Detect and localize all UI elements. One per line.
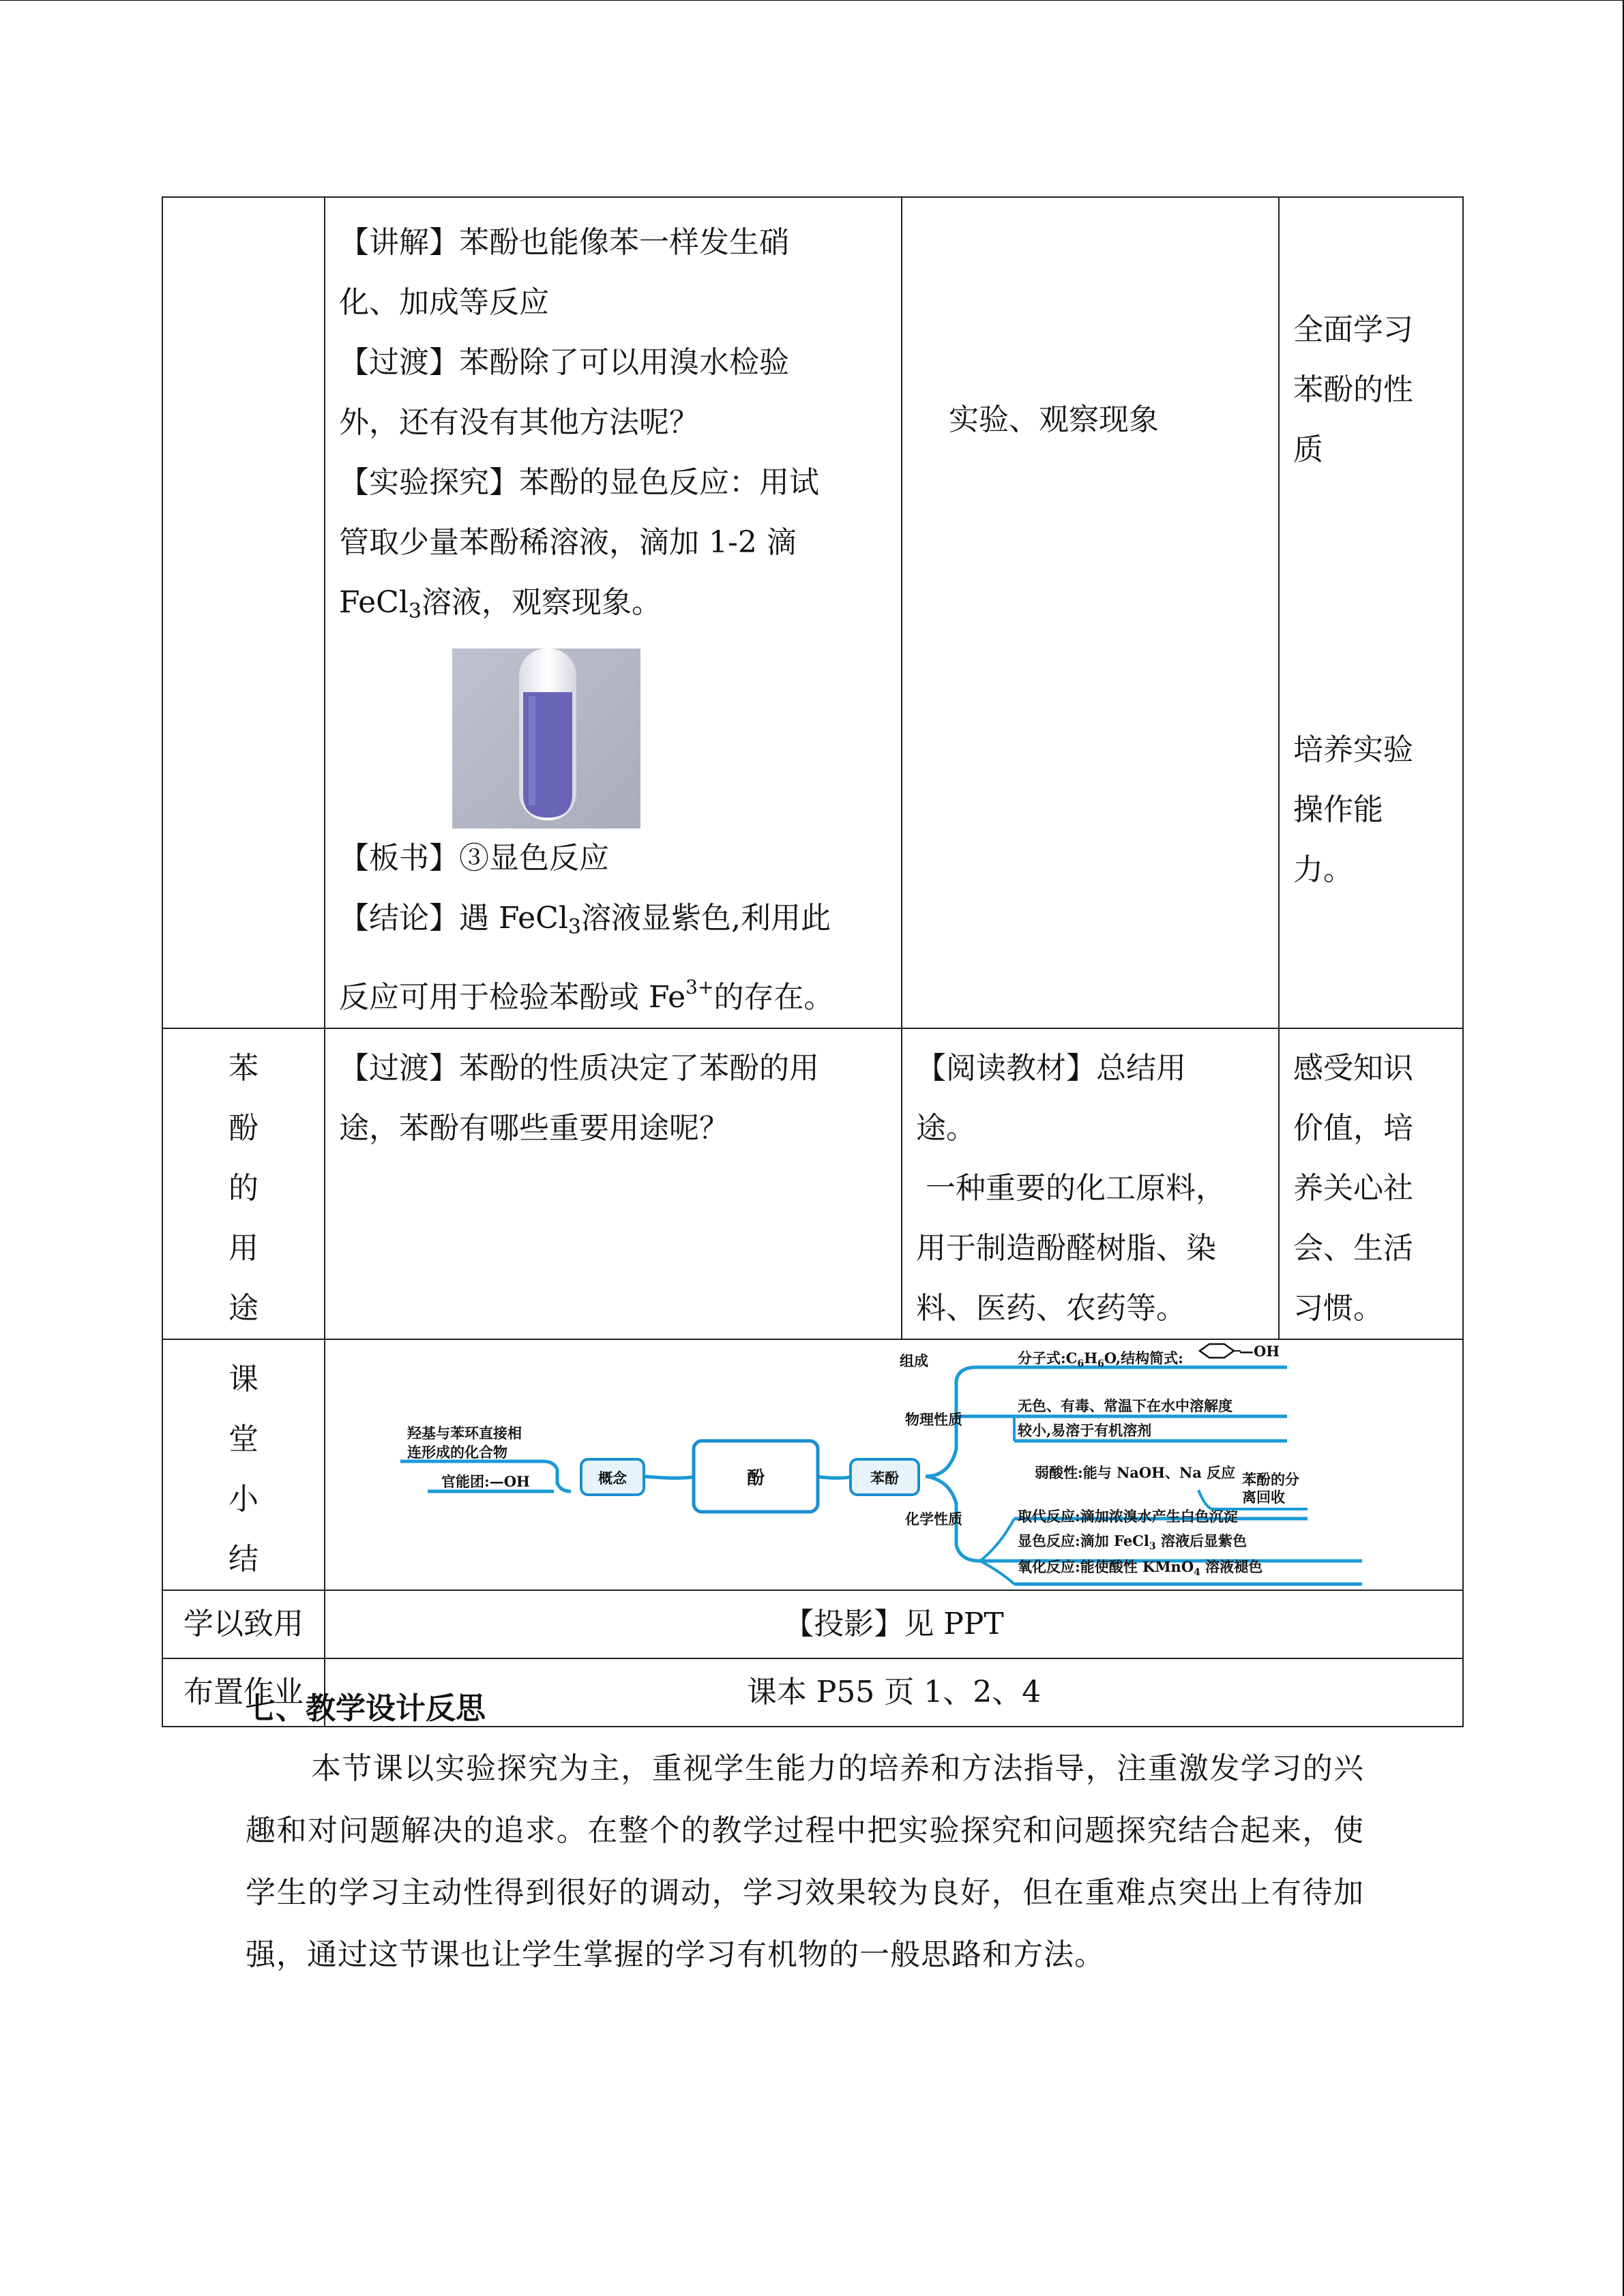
lesson-table — [162, 196, 1464, 1727]
intent-line: 全面学习 — [1293, 312, 1413, 347]
intent-line: 感受知识 — [1293, 1051, 1413, 1086]
page-top-edge — [0, 0, 1624, 1]
formula-oh: —OH — [1239, 1343, 1280, 1360]
branch-composition: 组成 — [900, 1352, 928, 1369]
benzene-ring-icon — [1200, 1344, 1234, 1358]
note-definition-2: 连形成的化合物 — [407, 1444, 507, 1461]
intent-line: 养关心社 — [1293, 1171, 1413, 1206]
note-definition-1: 羟基与苯环直接相 — [407, 1425, 522, 1442]
text-line: 【过渡】苯酚的性质决定了苯酚的用 — [339, 1051, 819, 1086]
branch-chemical: 化学性质 — [905, 1510, 962, 1527]
physical-line-2: 较小,易溶于有机溶剂 — [1018, 1422, 1152, 1439]
student-activity-cell — [902, 197, 1279, 1028]
student-activity-uses — [902, 1028, 1279, 1339]
chem-acidity-note-2: 离回收 — [1242, 1489, 1285, 1506]
intent-line: 操作能 — [1293, 792, 1383, 827]
intent-line: 培养实验 — [1293, 732, 1413, 767]
text-line: 化、加成等反应 — [339, 285, 549, 320]
node-concept: 概念 — [598, 1470, 627, 1487]
text-line: 一种重要的化工原料， — [916, 1171, 1226, 1206]
node-benzene-phenol: 苯酚 — [870, 1470, 899, 1487]
table-row-uses — [162, 1028, 1463, 1339]
homework-content: 课本 P55 页 1、2、4 — [325, 1658, 1463, 1727]
text-line: 途。 — [916, 1111, 976, 1146]
apply-content: 【投影】见 PPT — [325, 1590, 1463, 1658]
stage-cell-empty — [162, 197, 325, 1028]
stage-label-apply: 学以致用 — [162, 1590, 325, 1658]
board-line: 【板书】③显色反应 — [339, 841, 609, 876]
physical-line-1: 无色、有毒、常温下在水中溶解度 — [1018, 1397, 1232, 1414]
intent-line: 力。 — [1293, 852, 1353, 887]
chem-substitution: 取代反应:滴加浓溴水产生白色沉淀 — [1018, 1508, 1238, 1525]
intent-line: 价值，培 — [1293, 1111, 1413, 1146]
text-line: 途，苯酚有哪些重要用途呢？ — [339, 1111, 729, 1146]
stage-label-uses: 苯 酚 的 用 途 — [162, 1028, 325, 1339]
intent-line: 质 — [1293, 432, 1323, 467]
fecl3-line: FeCl3溶液，观察现象。 — [339, 585, 662, 623]
stage-label-homework: 布置作业 — [162, 1658, 325, 1727]
chem-acidity-note-1: 苯酚的分 — [1242, 1471, 1299, 1488]
chem-color: 显色反应:滴加 FeCl$_3$ 溶液后显紫色 — [1018, 1532, 1247, 1552]
text-line: 【讲解】苯酚也能像苯一样发生硝 — [339, 225, 789, 260]
intent-line: 习惯。 — [1293, 1291, 1383, 1326]
design-intent-uses — [1279, 1028, 1463, 1339]
formula-text: 分子式$:C_6H_6O$,结构简式: — [1018, 1350, 1183, 1369]
chem-acidity: 弱酸性:能与 NaOH、Na 反应 — [1035, 1464, 1236, 1481]
design-intent-cell — [1279, 197, 1463, 1028]
table-row-properties — [162, 197, 1463, 1028]
text-line: 【过渡】苯酚除了可以用溴水检验 — [339, 345, 789, 380]
node-phenol: 酚 — [746, 1468, 765, 1489]
phenol-mindmap — [325, 1340, 1462, 1590]
conclusion-line-1: 【结论】遇 FeCl3溶液显紫色,利用此 — [339, 901, 831, 939]
stage-label-summary: 课 堂 小 结 — [162, 1339, 325, 1590]
text-line: 外，还有没有其他方法呢？ — [339, 405, 699, 440]
text-line: 管取少量苯酚稀溶液，滴加 1-2 滴 — [339, 525, 797, 560]
intent-line: 苯酚的性 — [1293, 372, 1413, 407]
chem-oxidation: 氧化反应:能使酸性 KMnO$_4$ 溶液褪色 — [1018, 1558, 1263, 1578]
summary-mindmap-cell — [325, 1339, 1463, 1590]
student-activity-text: 实验、观察现象 — [949, 402, 1159, 437]
note-functional-group: 官能团:—OH — [441, 1473, 530, 1490]
text-line: 料、医药、农药等。 — [916, 1291, 1186, 1326]
table-row-apply — [162, 1590, 1463, 1658]
text-line: 【实验探究】苯酚的显色反应：用试 — [339, 465, 819, 500]
conclusion-line-2: 反应可用于检验苯酚或 $Fe^{3+}$的存在。 — [339, 976, 834, 1015]
teacher-activity-uses — [325, 1028, 902, 1339]
reflection-title: 七、教学设计反思 — [246, 1691, 486, 1726]
text-line: 【阅读教材】总结用 — [916, 1051, 1186, 1086]
reflection-body: 本节课以实验探究为主，重视学生能力的培养和方法指导，注重激发学习的兴趣和对问题解决的追求。在整个的教学过程中把实验探究和问题探究结合起来，使学生的学习主动性得到很好的调动，学习效果较为良好，但在重难点突出上有待加强，通过这节课也让学生掌握的学习有机物的一般思路和方法。 — [246, 1751, 1364, 1972]
text-line: 用于制造酚醛树脂、染 — [916, 1231, 1216, 1266]
branch-physical: 物理性质 — [905, 1411, 962, 1428]
intent-line: 会、生活 — [1293, 1231, 1413, 1266]
test-tube-photo — [452, 648, 640, 829]
teacher-activity-cell — [325, 197, 902, 1028]
table-row-summary — [162, 1339, 1463, 1590]
